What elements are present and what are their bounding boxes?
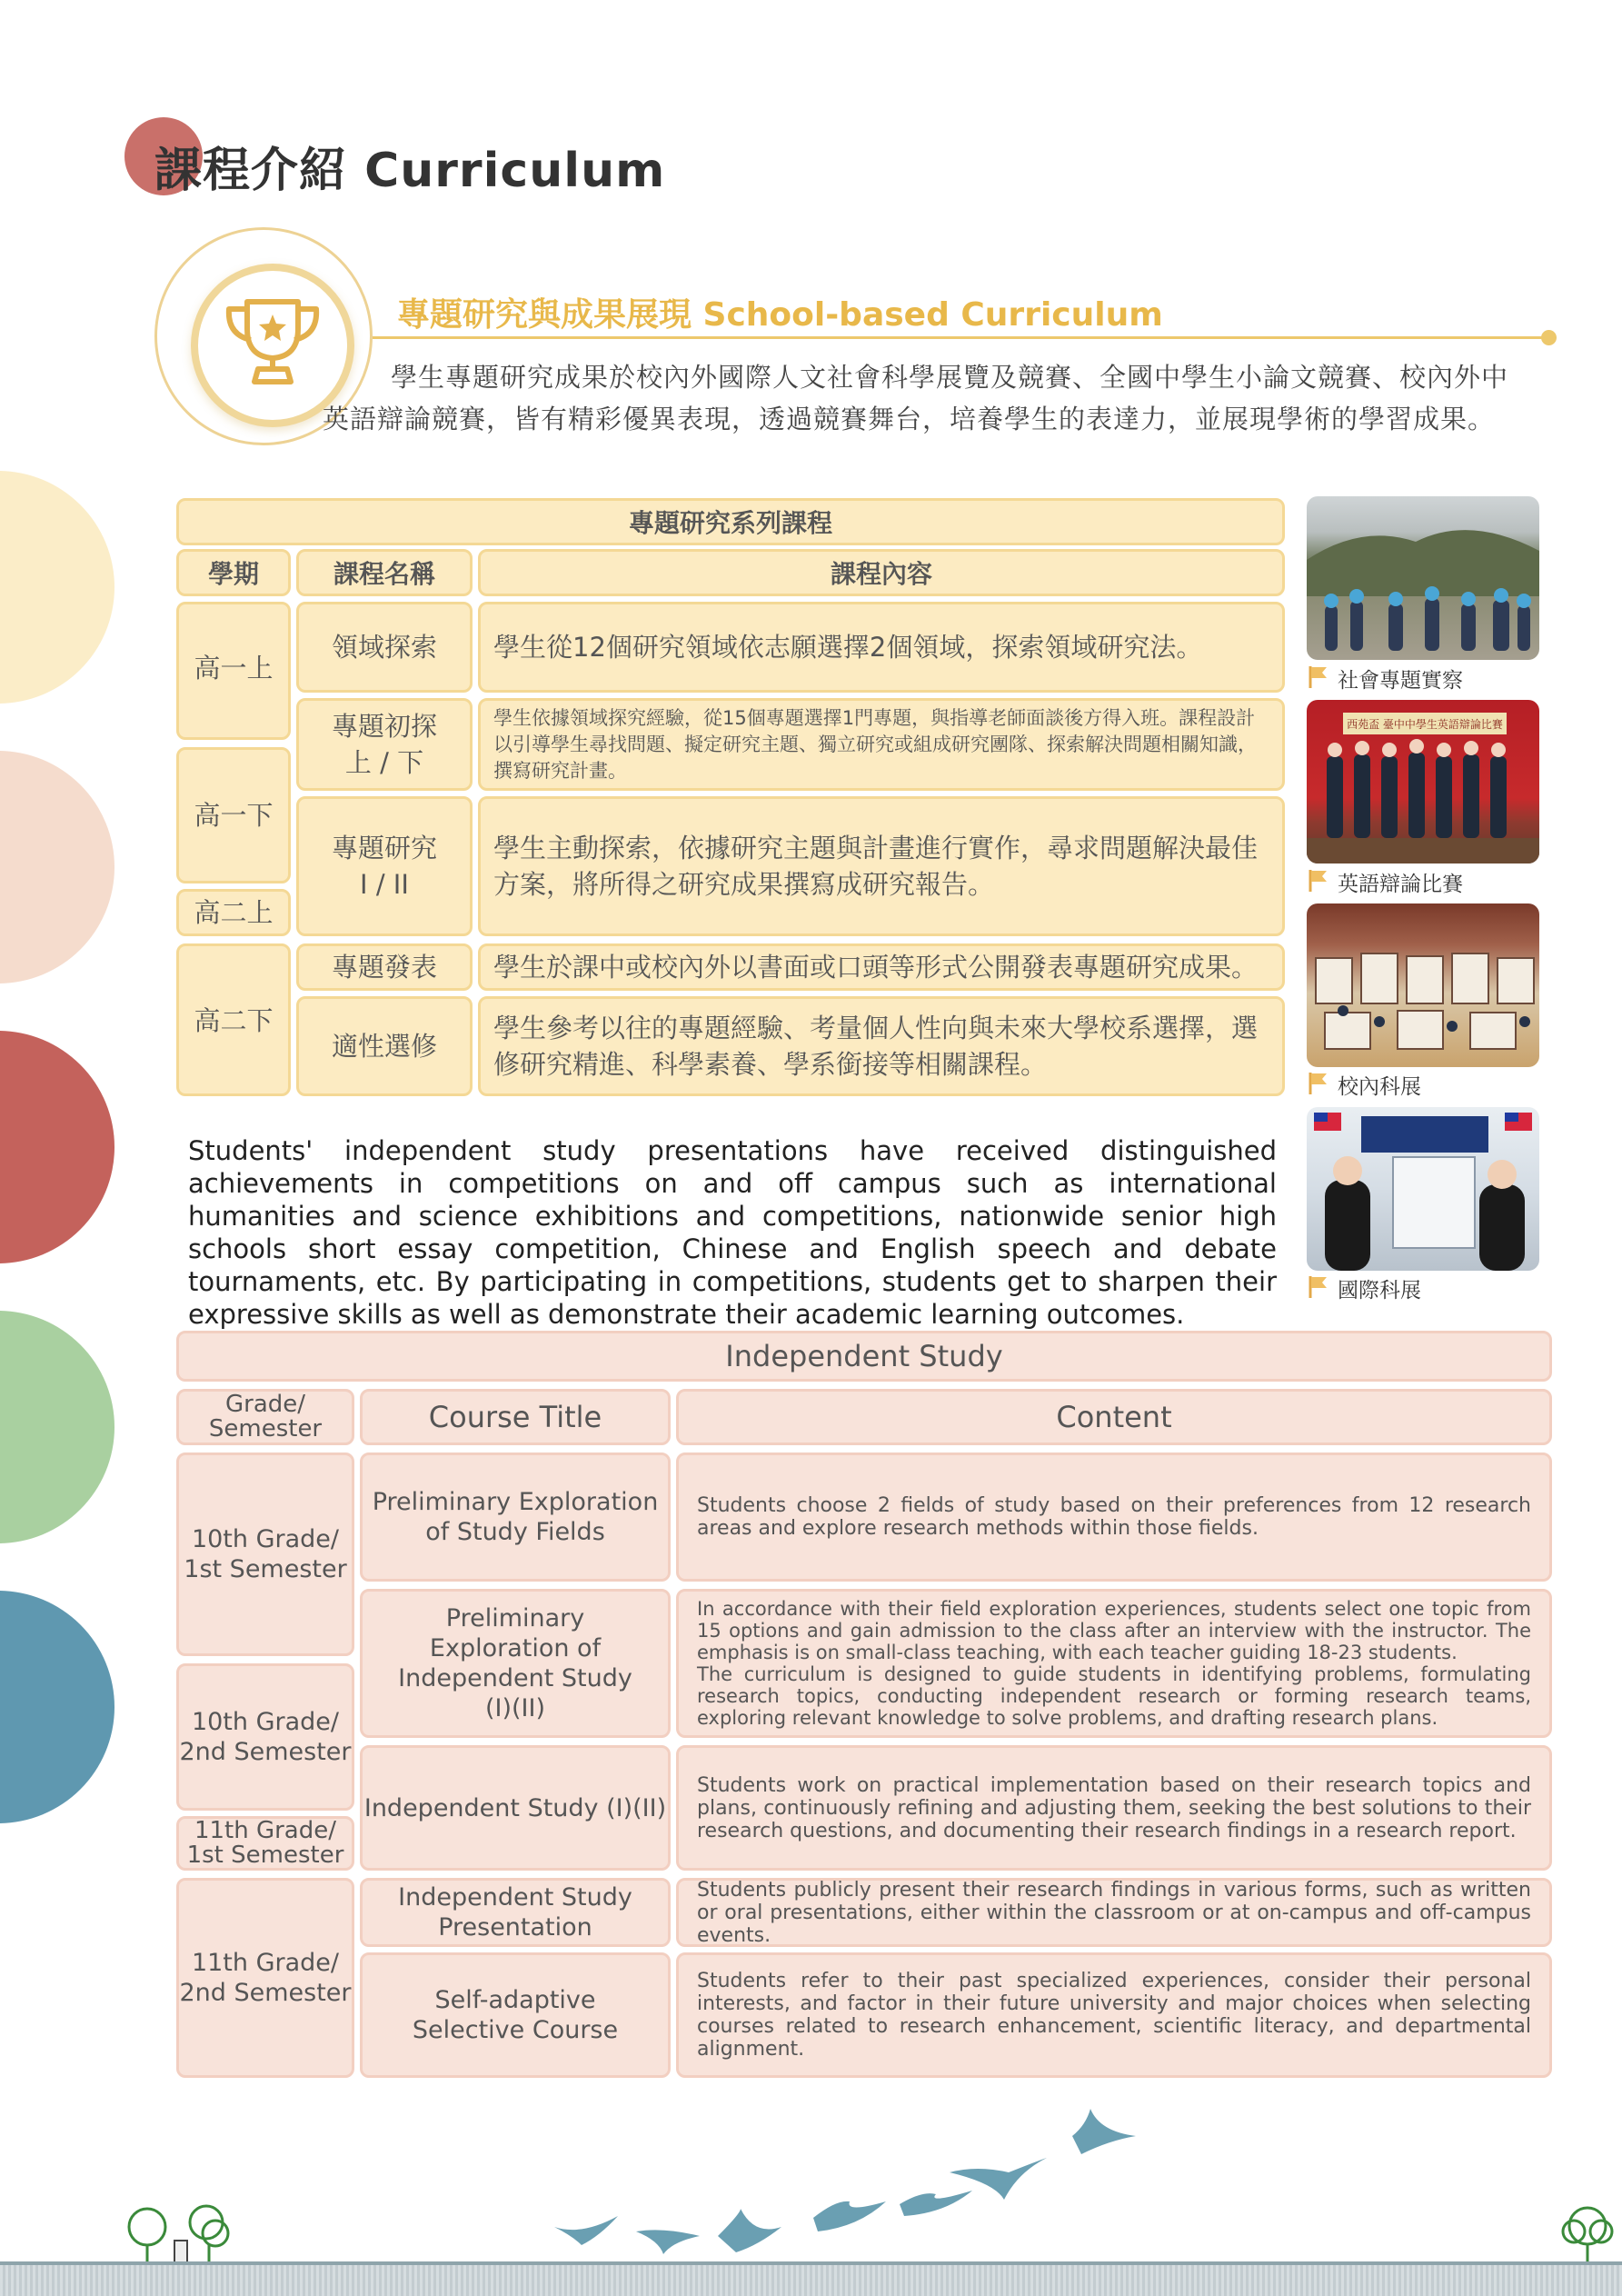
section-title: 專題研究與成果展現 School-based Curriculum: [397, 296, 1163, 334]
zh-semester-4: 高二下: [176, 943, 291, 1096]
decorative-circle-red: [0, 1031, 114, 1263]
en-header-content: Content: [676, 1389, 1552, 1445]
en-content-4: [676, 1878, 1552, 1947]
en-content-1-text: Students choose 2 fields of study based on their preferences from 12 research areas and explore research methods within those fields.: [697, 1494, 1531, 1540]
tree-right-illustration: [1556, 2204, 1619, 2268]
trees-left-illustration: [120, 2204, 238, 2268]
zh-semester-3: 高二上: [176, 889, 291, 936]
photo-caption-3: 校內科展: [1338, 1075, 1421, 1099]
english-paragraph: Students' independent study presentations have received distinguished achievements in competitions on and off campus such as international humanities and science exhibitions and competitions, nationwide senior high schools short essay competition, Chinese and English speech and debate tournaments, etc. By participating in competitions, students get to sharpen their expressive skills as well as demonstrate their academic learning outcomes.: [188, 1135, 1277, 1330]
page-title: 課程介紹 Curriculum: [154, 144, 666, 198]
en-content-2-text: [697, 1598, 1531, 1729]
zh-content-5: 學生參考以往的專題經驗、考量個人性向與未來大學校系選擇，選修研究精進、科學素養、學系銜接等相關課程。: [478, 996, 1285, 1096]
flag-icon: [1309, 664, 1328, 688]
intro-paragraph-zh: 學生專題研究成果於校內外國際人文社會科學展覽及競賽、全國中學生小論文競賽、校內外中英語辯論競賽，皆有精彩優異表現，透過競賽舞台，培養學生的表達力，並展現學術的學習成果。: [323, 362, 1509, 434]
zh-content-1: 學生從12個研究領域依志願選擇2個領域，探索領域研究法。: [478, 602, 1285, 693]
zh-course-4: 專題發表: [296, 943, 473, 991]
zh-course-2: 專題初探 上 / 下: [296, 698, 473, 791]
en-grade-4: 11th Grade/ 2nd Semester: [176, 1878, 354, 2078]
en-content-5: [676, 1952, 1552, 2078]
ground-texture: [0, 2265, 1622, 2296]
en-content-3-text: Students work on practical implementation based on their research topics and plans, continuously refining and adjusting them, seeking the best solutions to their research questions, and documenting their research findings in a research report.: [697, 1773, 1531, 1842]
science-fair-illustration: [1307, 903, 1539, 1067]
flying-birds-illustration: [545, 2100, 1145, 2263]
en-course-3: Independent Study (I)(II): [360, 1745, 671, 1871]
photo-field-trip: [1307, 496, 1539, 660]
zh-content-3: 學生主動探索，依據研究主題與計畫進行實作，尋求問題解決最佳方案，將所得之研究成果撰寫成研究報告。: [478, 796, 1285, 936]
en-content-4-text: Students publicly present their research findings in various forms, such as written or oral presentations, either within the classroom or at on-campus and off-campus events.: [697, 1878, 1531, 1947]
zh-table-title: 專題研究系列課程: [176, 498, 1285, 545]
en-course-4: Independent Study Presentation: [360, 1878, 671, 1947]
zh-course-3: 專題研究 I / II: [296, 796, 473, 936]
zh-course-1: 領域探索: [296, 602, 473, 693]
photo-science-fair: [1307, 903, 1539, 1067]
zh-header-semester: 學期: [176, 549, 291, 596]
en-course-2: Preliminary Exploration of Independent Study (I)(II): [360, 1589, 671, 1738]
en-grade-3: 11th Grade/ 1st Semester: [176, 1816, 354, 1871]
zh-content-2: 學生依據領域探究經驗，從15個專題選擇1門專題，與指導老師面談後方得入班。課程設計以引導學生尋找問題、擬定研究主題、獨立研究或組成研究團隊、探索解決問題相關知識，撰寫研究計畫。: [478, 698, 1285, 791]
en-content-1: [676, 1452, 1552, 1582]
en-grade-1: 10th Grade/ 1st Semester: [176, 1452, 354, 1656]
en-grade-2: 10th Grade/ 2nd Semester: [176, 1663, 354, 1811]
en-course-5: Self-adaptive Selective Course: [360, 1952, 671, 2078]
decorative-circle-green: [0, 1311, 114, 1543]
photo-caption-1: 社會專題實察: [1338, 669, 1463, 693]
zh-content-4: 學生於課中或校內外以書面或口頭等形式公開發表專題研究成果。: [478, 943, 1285, 991]
photo-debate: [1307, 700, 1539, 863]
zh-semester-1: 高一上: [176, 602, 291, 740]
trophy-icon: [218, 293, 327, 393]
photo-caption-2: 英語辯論比賽: [1338, 873, 1463, 896]
zh-header-course: 課程名稱: [296, 549, 473, 596]
zh-semester-2: 高一下: [176, 747, 291, 883]
zh-header-content: 課程內容: [478, 549, 1285, 596]
en-content-3: [676, 1745, 1552, 1871]
flag-icon: [1309, 1274, 1328, 1298]
photo-intl-science-fair: [1307, 1107, 1539, 1271]
en-content-2b: The curriculum is designed to guide students in identifying problems, formulating research topics, conducting independent research or forming research teams, exploring relevant knowledge to solve problems, and drafting research plans.: [697, 1663, 1531, 1729]
en-content-2a: In accordance with their field exploration experiences, students select one topic from 15 options and gain admission to the class after an interview with the instructor. The emphasis is on small-class teaching, with each teacher guiding 18-23 students.: [697, 1598, 1531, 1663]
section-divider-dot: [1541, 330, 1557, 345]
photo-caption-4: 國際科展: [1338, 1279, 1421, 1303]
flag-icon: [1309, 1071, 1328, 1094]
en-content-2: [676, 1589, 1552, 1738]
debate-illustration: [1307, 700, 1539, 863]
zh-course-5: 適性選修: [296, 996, 473, 1096]
en-header-course: Course Title: [360, 1389, 671, 1445]
en-table-title: Independent Study: [176, 1331, 1552, 1382]
section-divider: [373, 336, 1545, 339]
intl-fair-illustration: [1307, 1107, 1539, 1271]
flag-icon: [1309, 868, 1328, 892]
decorative-circle-blue: [0, 1591, 114, 1823]
en-header-grade: Grade/ Semester: [176, 1389, 354, 1445]
field-trip-illustration: [1307, 496, 1539, 660]
decorative-circle-cream: [0, 471, 114, 704]
decorative-circle-peach: [0, 751, 114, 983]
en-content-5-text: Students refer to their past specialized experiences, consider their personal interests, and factor in their future university and major choices when selecting courses related to research enhancement, scientific literacy, and departmental alignment.: [697, 1970, 1531, 2061]
en-course-1: Preliminary Exploration of Study Fields: [360, 1452, 671, 1582]
photo-banner-text: 西苑盃 臺中中學生英語辯論比賽: [1347, 718, 1503, 731]
